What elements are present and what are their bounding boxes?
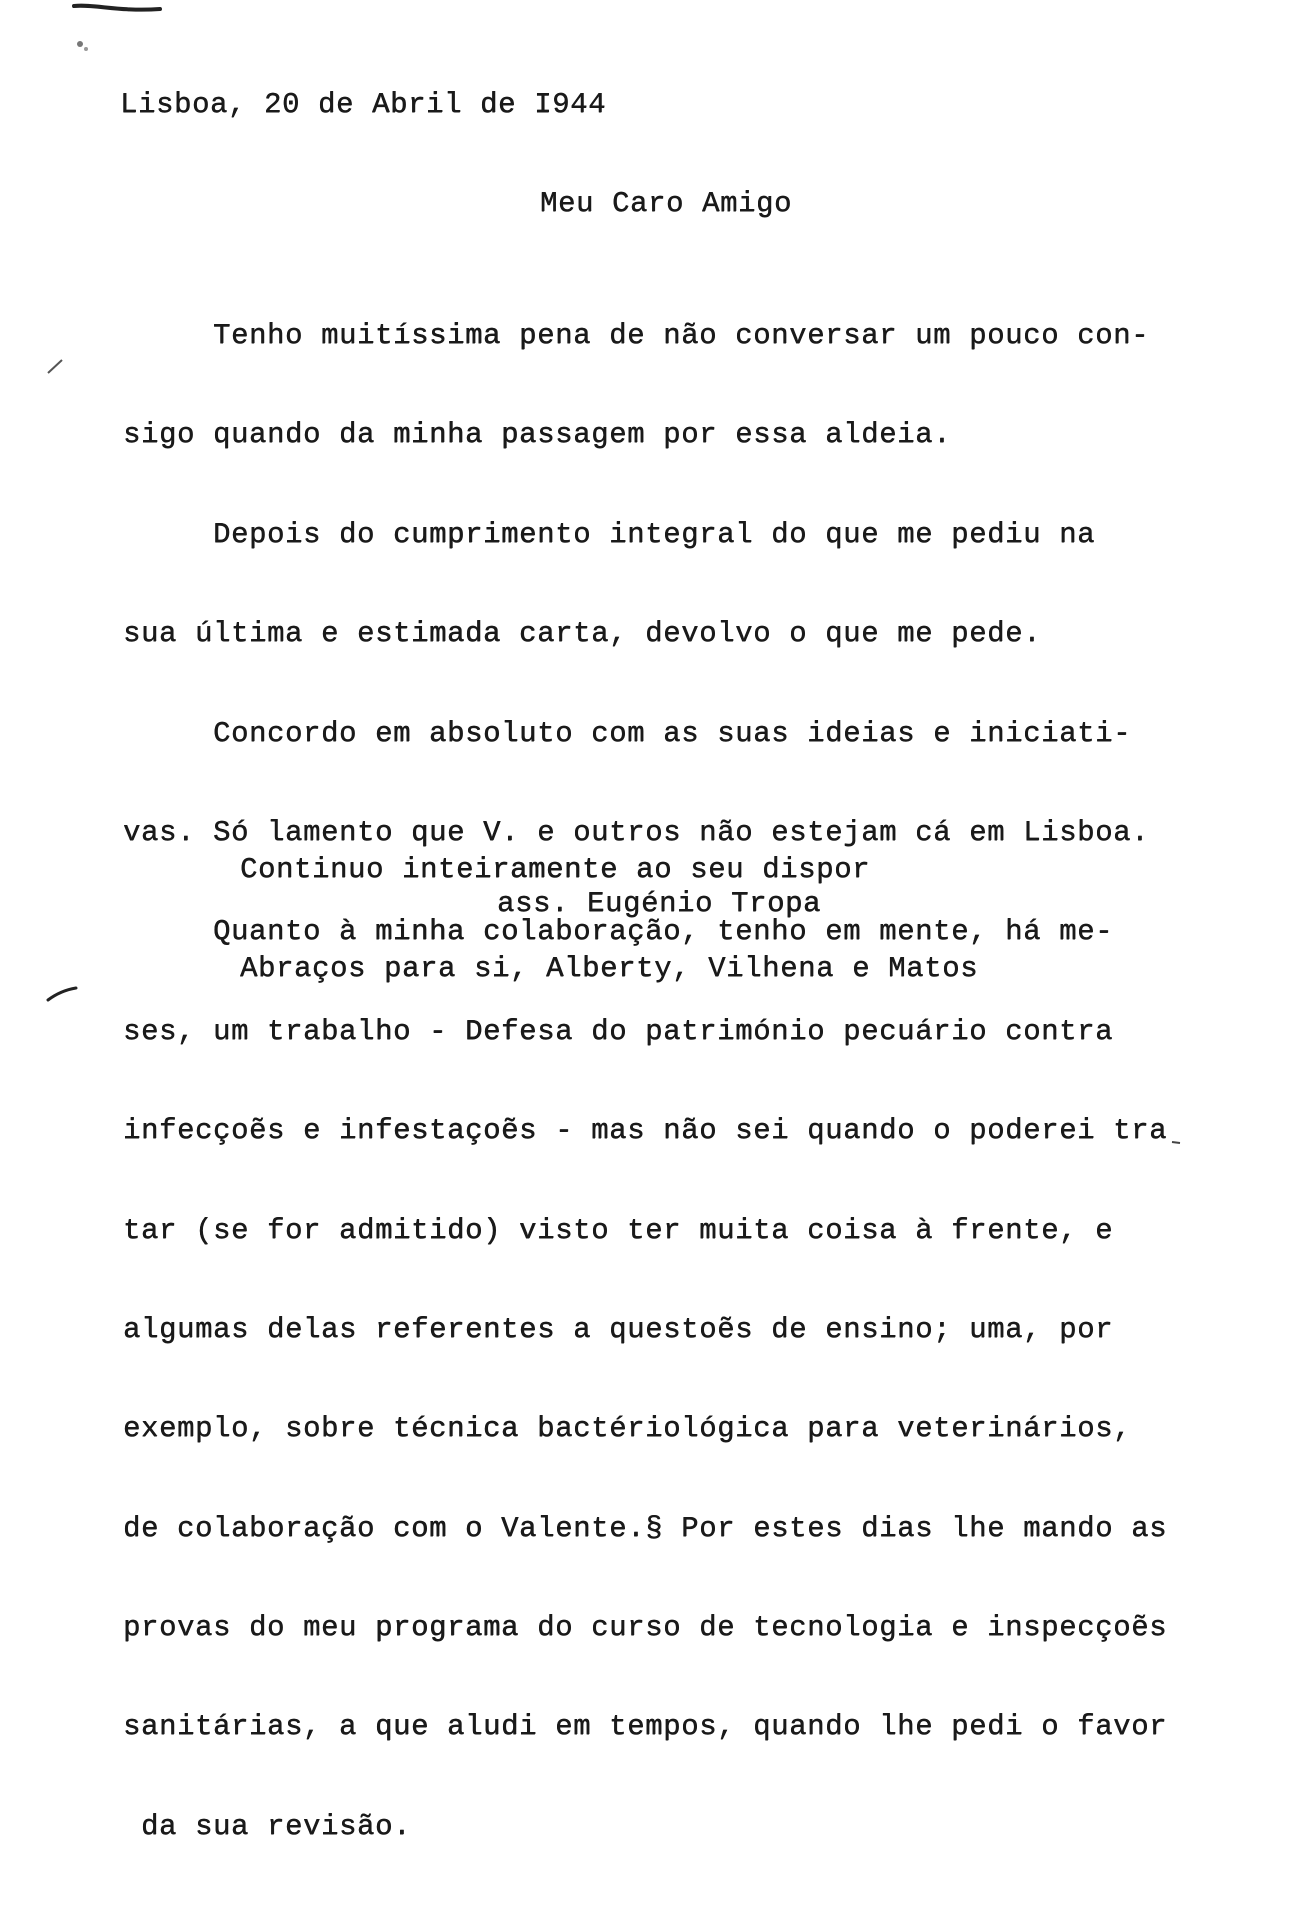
body-line: provas do meu programa do curso de tecnologia e inspecçoẽs <box>123 1611 1168 1645</box>
body-line: da sua revisão. <box>123 1809 412 1843</box>
body-line: exemplo, sobre técnica bactériológica para veterinários, <box>123 1412 1132 1446</box>
body-line: Quanto à minha colaboração, tenho em mente, há me- <box>123 915 1114 949</box>
letter-body <box>123 253 1308 1909</box>
body-line: infecçoẽs e infestaçoẽs - mas não sei quando o poderei tra <box>123 1114 1168 1148</box>
closing-line: Abraços para si, Alberty, Vilhena e Matos <box>240 952 979 986</box>
body-line: ses, um trabalho - Defesa do património pecuário contra <box>123 1014 1114 1048</box>
body-line: Tenho muitíssima pena de não conversar um pouco con- <box>123 319 1150 352</box>
salutation: Meu Caro Amigo <box>540 187 793 220</box>
body-line: tar (se for admitido) visto ter muita coisa à frente, e <box>123 1213 1114 1247</box>
closing-line: Continuo inteiramente ao seu dispor <box>240 853 871 886</box>
body-line: vas. Só lamento que V. e outros não estejam cá em Lisboa. <box>123 815 1150 849</box>
body-line: Depois do cumprimento integral do que me pediu na <box>123 517 1096 551</box>
body-line: sanitárias, a que aludi em tempos, quando lhe pedi o favor <box>123 1710 1168 1744</box>
date-line: Lisboa, 20 de Abril de I944 <box>120 88 607 121</box>
body-line: sua última e estimada carta, devolvo o que me pede. <box>123 617 1042 651</box>
body-line: sigo quando da minha passagem por essa aldeia. <box>123 418 952 452</box>
body-line: Concordo em absoluto com as suas ideias e iniciati- <box>123 716 1132 750</box>
body-line: de colaboração com o Valente.§ Por estes dias lhe mando as <box>123 1511 1168 1545</box>
signature-line: ass. Eugénio Tropa <box>497 887 822 920</box>
body-line: algumas delas referentes a questoẽs de ensino; uma, por <box>123 1312 1114 1346</box>
